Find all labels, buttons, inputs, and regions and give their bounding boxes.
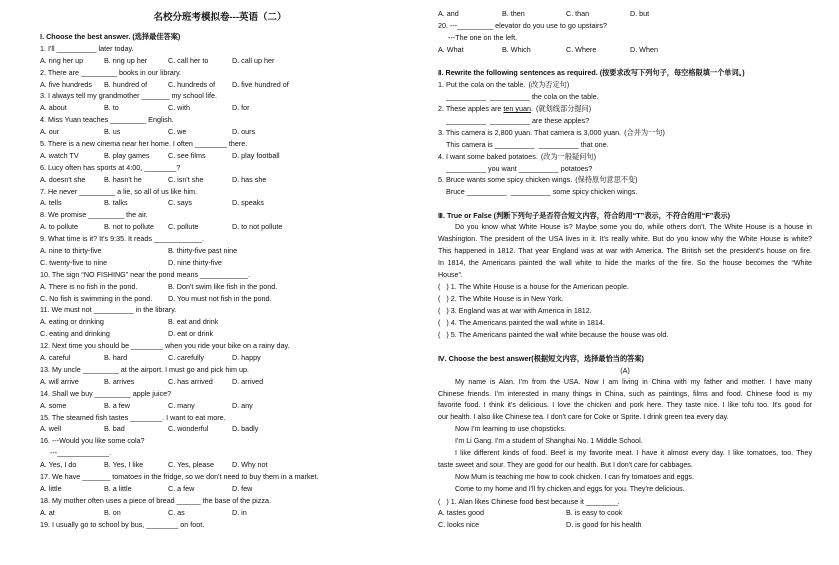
rewrite-prompt [438, 79, 812, 91]
spacer [438, 198, 812, 210]
rewrite-prompt [438, 174, 812, 186]
option-row [40, 55, 414, 67]
prompt-text: . [530, 104, 533, 114]
question-stem: 14. Shall we buy _________ apple juice? [40, 388, 172, 398]
answer-option: D. five hundred of [232, 79, 289, 89]
section-heading: Ⅰ. Choose the best answer. (选择最佳答案) [40, 32, 181, 41]
answer-option: D. is good for his health [566, 520, 642, 530]
answer-option: B. a few [104, 400, 130, 410]
question-stem: 5. There is a new cinema near her home. I often ________ there. [40, 139, 248, 149]
section-heading: Ⅱ. Rewrite the following sentences as required. (按要求改写下列句子，每空格限填一个单词。) [438, 68, 745, 78]
answer-option: D. nine thirty-five [168, 257, 222, 267]
answer-option: B. on [104, 507, 121, 517]
question-stem: 18. My mother often uses a piece of bread ______ the base of the pizza. [40, 495, 271, 505]
answer-option: D. has she [232, 174, 267, 184]
answer-option: B. then [502, 9, 525, 18]
question-stem: 2. There are _________ books in our library. [40, 67, 182, 77]
answer-option: D. When [630, 44, 658, 54]
answer-option: C. isn't she [168, 174, 204, 184]
instruction-note: (改为否定句) [528, 80, 570, 90]
true-false-statement: ( ) 4. The Americans painted the wall white in 1814. [438, 318, 605, 328]
answer-option: A. to pollute [40, 222, 78, 232]
prompt-text: 5. Bruce wants some spicy chicken wings. [438, 175, 573, 185]
question-stem: ( ) 1. Alan likes Chinese food best because it ________. [438, 496, 620, 506]
option-row [40, 126, 414, 138]
option-row [40, 150, 414, 162]
option-row [40, 102, 414, 114]
answer-option: A. tells [40, 198, 62, 208]
answer-option: A. ring her up [40, 55, 84, 65]
option-row [40, 459, 414, 471]
true-false-statement: ( ) 2. The White House is in New York. [438, 294, 564, 304]
instruction-note: (保持原句意思不变) [575, 175, 638, 185]
answer-option: C. looks nice [438, 520, 480, 530]
answer-option: C. call her to [168, 55, 209, 65]
answer-option: B. a little [104, 483, 132, 493]
option-row [40, 316, 414, 328]
answer-option: B. not to pollute [104, 222, 154, 232]
passage-line: favorite food. I think it's delicious. I love the chicken and pork here. They taste nice. I like tofu too. It's good for [438, 401, 812, 410]
answer-option: C. Yes, please [168, 460, 214, 470]
question-stem: 6. Lucy often has sports at 4:00, ________? [40, 162, 181, 172]
passage-line: House”. [438, 270, 463, 279]
answer-option: C. a few [168, 483, 195, 493]
question-stem: 7. He never _________ a lie, so all of us like him. [40, 186, 198, 196]
answer-option: C. carefully [168, 353, 204, 363]
answer-option: B. hundred of [104, 79, 148, 89]
question-stem: 16. ---Would you like some cola? [40, 436, 145, 446]
answer-line: Bruce __________ __________ some spicy chicken wings. [446, 187, 638, 197]
answer-option: A. nine to thirty-five [40, 246, 102, 256]
answer-option: B. arrives [104, 376, 135, 386]
passage-line: Now I'm learning to use chopsticks. [455, 425, 566, 434]
option-row [40, 328, 414, 340]
answer-option: A. will arrive [40, 376, 79, 386]
answer-option: D. for [232, 103, 250, 113]
spacer [438, 56, 812, 68]
answer-option: D. but [630, 9, 650, 18]
option-row [40, 221, 414, 233]
answer-option: C. has arrived [168, 376, 213, 386]
answer-option: B. us [104, 127, 121, 137]
answer-option: D. few [232, 483, 253, 493]
answer-option: D. You must not fish in the pond. [168, 293, 272, 303]
answer-option: B. Which [502, 44, 531, 54]
answer-option: A. doesn't she [40, 174, 86, 184]
answer-option: A. There is no fish in the pond. [40, 281, 138, 291]
option-row [40, 79, 414, 91]
answer-option: A. tastes good [438, 508, 484, 518]
prompt-text: 1. Put the cola on the table. [438, 80, 526, 90]
prompt-text: 3. This camera is 2,800 yuan. That camera is 3,000 yuan. [438, 127, 622, 137]
question-stem: 8. We promise _________ the air. [40, 210, 148, 220]
question-stem: ---_____________. [50, 448, 112, 458]
prompt-text: 2. These apples are [438, 104, 504, 114]
answer-option: D. any [232, 400, 253, 410]
true-false-statement: ( ) 1. The White House is a house for the American people. [438, 282, 629, 292]
answer-option: B. Yes, I like [104, 460, 144, 470]
passage-line: Washington. The president of the USA lives in it. It's really white. But do you know why the White House is white? [438, 234, 812, 243]
passage-line: Chinese friends. I'm interested in many things in China, such as paintings, films and food. Chinese food is my [438, 389, 812, 398]
answer-line: __________ you want __________ potatoes? [446, 163, 593, 173]
option-row [40, 197, 414, 209]
answer-option: B. bad [104, 424, 125, 434]
option-row [438, 44, 812, 56]
rewrite-prompt [438, 127, 812, 139]
answer-line: __________ __________ are these apples? [446, 116, 590, 126]
answer-option: C. eating and drinking [40, 329, 110, 339]
answer-option: B. ring up her [104, 55, 148, 65]
passage-line: In 1814, the Americans painted the wall white to hide the marks of the fire. So the house becomes the “White [438, 258, 812, 267]
option-row [40, 174, 414, 186]
answer-option: A. and [438, 9, 459, 18]
underlined-phrase: ten yuan [503, 104, 531, 114]
answer-option: D. speaks [232, 198, 264, 208]
answer-option: D. in [232, 507, 247, 517]
rewrite-prompt [438, 103, 812, 115]
answer-option: D. badly [232, 424, 259, 434]
answer-line: This camera is __________ __________ that one. [446, 139, 609, 149]
true-false-statement: ( ) 5. The Americans painted the wall white because the house was old. [438, 330, 669, 340]
answer-option: C. hundreds of [168, 79, 216, 89]
section-heading: Ⅳ. Choose the best answer(根据短文内容，选择最恰当的答案) [438, 353, 644, 363]
option-row [40, 352, 414, 364]
answer-option: A. five hundreds [40, 79, 92, 89]
question-stem: ---The one on the left. [448, 32, 518, 42]
answer-option: C. No fish is swimming in the pond. [40, 293, 153, 303]
passage-line: I'm Li Gang. I'm a student of Shanghai No. 1 Middle School. [455, 437, 643, 446]
answer-option: A. eating or drinking [40, 317, 104, 327]
answer-option: C. as [168, 507, 185, 517]
answer-option: A. at [40, 507, 55, 517]
option-row [40, 423, 414, 435]
answer-option: C. many [168, 400, 195, 410]
answer-option: D. play football [232, 150, 280, 160]
answer-option: D. call up her [232, 55, 275, 65]
answer-option: C. with [168, 103, 190, 113]
answer-option: B. hard [104, 353, 128, 363]
answer-option: D. happy [232, 353, 261, 363]
option-row [40, 293, 414, 305]
option-row [40, 257, 414, 269]
instruction-note: (合并为一句) [624, 127, 665, 137]
answer-option: B. talks [104, 198, 128, 208]
option-row [40, 281, 414, 293]
question-stem: 20. ---_________ elevator do you use to go upstairs? [438, 20, 608, 30]
answer-option: C. wonderful [168, 424, 209, 434]
option-row [40, 483, 414, 495]
answer-line: __________ __________ the cola on the table. [446, 92, 599, 102]
question-stem: 3. I always tell my grandmother _______ my school life. [40, 91, 217, 101]
question-stem: 12. Next time you should be ________ when you ride your bike on a rainy day. [40, 341, 290, 351]
answer-option: D. eat or drink [168, 329, 214, 339]
passage-line: Come to my home and I'll fry chicken and eggs for you. They're delicious. [455, 484, 685, 493]
passage-line: This happened in 1812. That year England was at war with America. The British set the president's house on fire. [438, 246, 812, 255]
answer-option: B. thirty-five past nine [168, 246, 238, 256]
passage-label: (A) [620, 365, 630, 375]
answer-option: A. Yes, I do [40, 460, 77, 470]
section-heading: Ⅲ. True or False (判断下列句子是否符合短文内容，符合的用“T”表示，不符合的用“F”表示) [438, 211, 731, 221]
right-column [438, 8, 812, 531]
passage-line: taste sweet and sour. They are good for our health. But I don't care for cabbages. [438, 460, 693, 469]
answer-option: C. pollute [168, 222, 199, 232]
option-row [40, 245, 414, 257]
answer-option: A. What [438, 44, 464, 54]
passage-line: My name is Alan. I'm from the USA. Now I am living in China with my father and mother. I have many [455, 377, 812, 386]
question-stem: 9. What time is it? It's 9:35. It reads ____________. [40, 234, 204, 244]
answer-option: A. about [40, 103, 67, 113]
answer-option: A. watch TV [40, 150, 79, 160]
rewrite-prompt [438, 151, 812, 163]
passage-line: Now Mum is teaching me how to cook chicken. I can fry tomatoes and eggs. [455, 472, 694, 481]
answer-option: D. Why not [232, 460, 268, 470]
exam-title: 名校分班考模拟卷---英语（二） [153, 12, 287, 23]
answer-option: D. to not pollute [232, 222, 283, 232]
option-row [438, 519, 812, 531]
true-false-statement: ( ) 3. England was at war with America in 1812. [438, 306, 592, 316]
answer-option: A. well [40, 424, 62, 434]
instruction-note: (就划线部分提问) [535, 104, 592, 114]
answer-option: C. says [168, 198, 192, 208]
answer-option: B. hasn't he [104, 174, 142, 184]
answer-option: D. arrived [232, 376, 264, 386]
answer-option: C. than [566, 9, 590, 18]
spacer [438, 341, 812, 353]
answer-option: B. to [104, 103, 119, 113]
instruction-note: (改为一般疑问句) [540, 151, 596, 161]
passage-line: our health. I also like Chinese tea. I don't care for Coke or Sprite. I drink green tea every day. [438, 413, 729, 422]
answer-option: A. little [40, 483, 62, 493]
answer-option: A. some [40, 400, 67, 410]
answer-option: B. eat and drink [168, 317, 219, 327]
option-row [40, 507, 414, 519]
question-stem: 15. The steamed fish tastes ________. I want to eat more. [40, 412, 226, 422]
answer-option: B. Don't swim like fish in the pond. [168, 281, 278, 291]
passage-line: I like different kinds of food. Beef is my favorite meat. I have it almost every day. I like tomatoes, too. They [455, 448, 812, 457]
question-stem: 13. My uncle _________ at the airport. I must go and pick him up. [40, 364, 249, 374]
question-stem: 19. I usually go to school by bus, ________ on foot. [40, 519, 205, 529]
answer-option: C. we [168, 127, 187, 137]
question-stem: 4. Miss Yuan teaches _________ English. [40, 115, 174, 125]
answer-option: C. see films [168, 150, 206, 160]
question-stem: 1. I'll __________ later today. [40, 43, 134, 53]
answer-option: B. play games [104, 150, 150, 160]
option-row [40, 376, 414, 388]
left-column [40, 31, 414, 530]
question-stem: 11. We must not __________ in the library. [40, 305, 177, 315]
answer-option: A. our [40, 127, 60, 137]
option-row [40, 400, 414, 412]
prompt-text: 4. I want some baked potatoes. [438, 151, 538, 161]
option-row [438, 507, 812, 519]
answer-option: A. careful [40, 353, 71, 363]
answer-option: B. is easy to cook [566, 508, 623, 518]
question-stem: 17. We have _______ tomatoes in the fridge, so we don't need to buy them in a market. [40, 471, 319, 481]
option-row [438, 8, 812, 20]
question-stem: 10. The sign “NO FISHING” near the pond means ____________. [40, 269, 251, 279]
answer-option: D. ours [232, 127, 256, 137]
answer-option: C. twenty-five to nine [40, 257, 108, 267]
passage-line: Do you know what White House is? Maybe some you do, while others don't. The White House is a house in [455, 223, 812, 232]
answer-option: C. Where [566, 44, 597, 54]
